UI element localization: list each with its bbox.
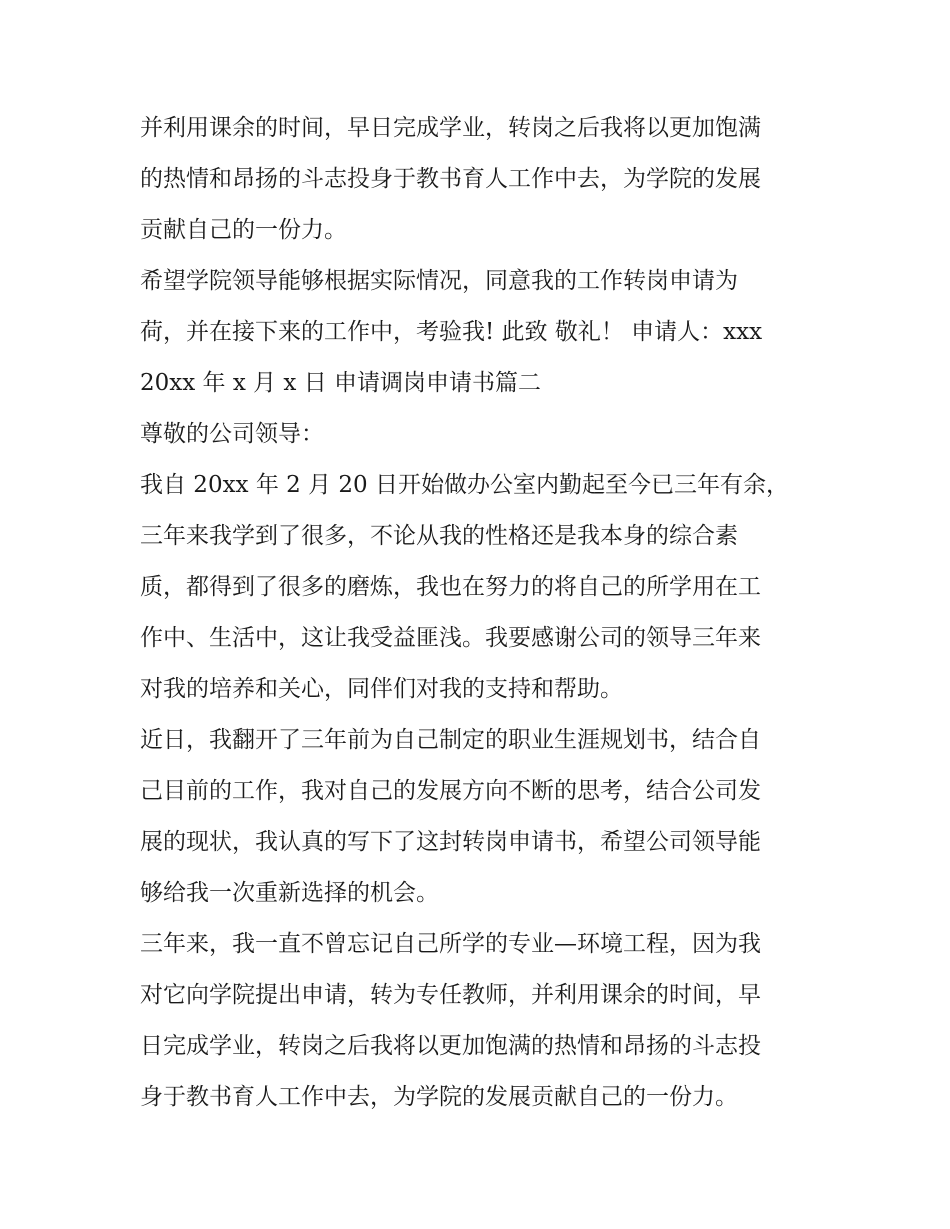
document-body <box>140 103 820 1123</box>
text-line: 对它向学院提出申请，转为专任教师，并利用课余的时间，早 <box>140 982 761 1008</box>
text-line: 我自 20xx 年 2 月 20 日开始做办公室内勤起至今已三年有余， <box>140 472 789 498</box>
text-line: 质，都得到了很多的磨炼，我也在努力的将自己的所学用在工 <box>140 574 761 600</box>
text-line: 日完成学业，转岗之后我将以更加饱满的热情和昂扬的斗志投 <box>140 1033 761 1059</box>
text-line: 贡献自己的一份力。 <box>140 217 347 243</box>
text-line: 20xx 年 x 月 x 日 申请调岗申请书篇二 <box>140 370 542 396</box>
text-line: 希望学院领导能够根据实际情况，同意我的工作转岗申请为 <box>140 268 738 294</box>
text-line: 三年来我学到了很多，不论从我的性格还是我本身的综合素 <box>140 523 738 549</box>
text-line: 展的现状，我认真的写下了这封转岗申请书，希望公司领导能 <box>140 829 761 855</box>
text-line: 并利用课余的时间，早日完成学业，转岗之后我将以更加饱满 <box>140 115 761 141</box>
text-line: 尊敬的公司领导： <box>140 421 324 447</box>
text-line: 的热情和昂扬的斗志投身于教书育人工作中去，为学院的发展 <box>140 166 761 192</box>
text-line: 身于教书育人工作中去，为学院的发展贡献自己的一份力。 <box>140 1084 738 1110</box>
text-line: 己目前的工作，我对自己的发展方向不断的思考，结合公司发 <box>140 778 761 804</box>
text-line: 对我的培养和关心，同伴们对我的支持和帮助。 <box>140 676 623 702</box>
text-line: 作中、生活中，这让我受益匪浅。我要感谢公司的领导三年来 <box>140 625 761 651</box>
text-line: 够给我一次重新选择的机会。 <box>140 880 439 906</box>
text-line: 近日，我翻开了三年前为自己制定的职业生涯规划书，结合自 <box>140 727 761 753</box>
text-line: 三年来，我一直不曾忘记自己所学的专业—环境工程，因为我 <box>140 931 761 957</box>
text-line: 荷，并在接下来的工作中，考验我! 此致 敬礼！ 申请人：xxx <box>140 319 763 345</box>
